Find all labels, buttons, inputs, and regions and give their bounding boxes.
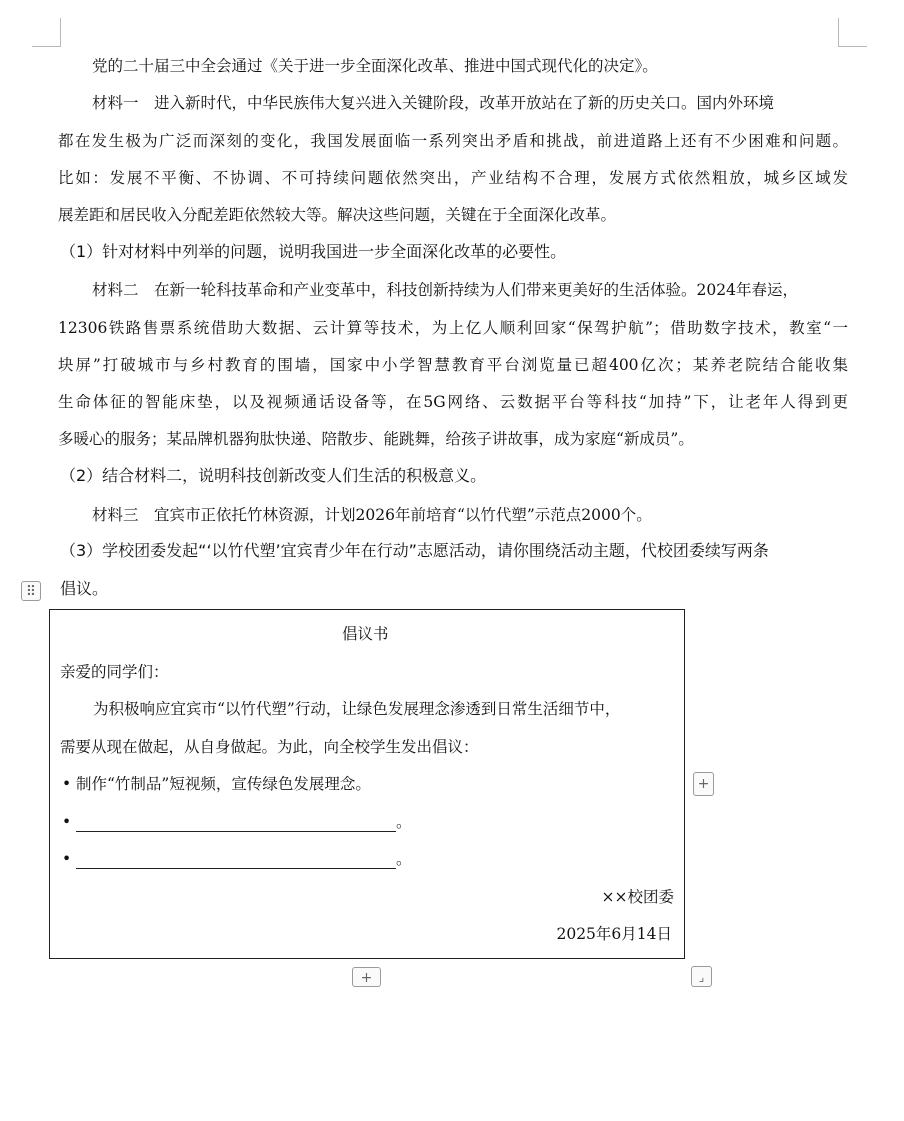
add-column-plus-icon[interactable]: + bbox=[693, 772, 714, 796]
proposal-item-3[interactable] bbox=[62, 849, 412, 869]
intro-text: 党的二十届三中全会通过《关于进一步全面深化改革、推进中国式现代化的决定》。 bbox=[92, 57, 658, 75]
proposal-body-line1: 为积极响应宜宾市“以竹代塑”行动，让绿色发展理念渗透到日常生活细节中， bbox=[93, 700, 621, 718]
blank-end-punct: 。 bbox=[396, 813, 412, 831]
material2-line5: 多暖心的服务；某品牌机器狗肽快递、陪散步、能跳舞，给孩子讲故事，成为家庭“新成员”。 bbox=[58, 430, 694, 448]
page-margin-corner-top-left bbox=[32, 18, 61, 47]
bullet-icon: • bbox=[62, 813, 72, 831]
answer-blank-2[interactable] bbox=[76, 850, 396, 869]
proposal-signature: ××校团委 bbox=[601, 888, 674, 906]
question3-line2: 倡议。 bbox=[60, 579, 109, 598]
proposal-table bbox=[49, 609, 685, 959]
proposal-body-line2: 需要从现在做起，从自身做起。为此，向全校学生发出倡议： bbox=[60, 738, 479, 756]
page-margin-corner-top-right bbox=[838, 18, 867, 47]
blank-end-punct: 。 bbox=[396, 850, 412, 868]
proposal-item-1-text: 制作“竹制品”短视频，宣传绿色发展理念。 bbox=[76, 775, 371, 793]
bullet-icon: • bbox=[62, 850, 72, 868]
material1-line2: 都在发生极为广泛而深刻的变化，我国发展面临一系列突出矛盾和挑战，前进道路上还有不少困难和问题。 bbox=[58, 132, 848, 150]
table-move-handle-icon[interactable]: ⠿ bbox=[21, 581, 41, 601]
material1-line1: 材料一 进入新时代，中华民族伟大复兴进入关键阶段，改革开放站在了新的历史关口。国内外环境 bbox=[92, 94, 775, 112]
proposal-item-2[interactable] bbox=[62, 812, 412, 832]
material1-line3: 比如：发展不平衡、不协调、不可持续问题依然突出，产业结构不合理，发展方式依然粗放，城乡区域发 bbox=[58, 169, 848, 187]
material2-line2: 12306铁路售票系统借助大数据、云计算等技术，为上亿人顺利回家“保驾护航”；借助数字技术，教室“一 bbox=[58, 319, 848, 337]
add-row-plus-icon[interactable]: + bbox=[352, 967, 381, 987]
question2: （2）结合材料二，说明科技创新改变人们生活的积极意义。 bbox=[60, 466, 487, 485]
material3-text: 材料三 宜宾市正依托竹林资源，计划2026年前培育“以竹代塑”示范点2000个。 bbox=[92, 506, 652, 524]
material1-line4: 展差距和居民收入分配差距依然较大等。解决这些问题，关键在于全面深化改革。 bbox=[58, 206, 617, 224]
proposal-item-1 bbox=[62, 774, 371, 794]
material2-line4: 生命体征的智能床垫，以及视频通话设备等，在5G网络、云数据平台等科技“加持”下，让老年人得到更 bbox=[58, 393, 848, 411]
bullet-icon: • bbox=[62, 775, 72, 793]
question1: （1）针对材料中列举的问题，说明我国进一步全面深化改革的必要性。 bbox=[60, 242, 567, 261]
proposal-greeting: 亲爱的同学们： bbox=[60, 663, 169, 681]
question3-line1: （3）学校团委发起“‘以竹代塑’宜宾青少年在行动”志愿活动，请你围绕活动主题，代校团委续写两条 bbox=[60, 541, 769, 560]
material2-line3: 块屏”打破城市与乡村教育的围墙，国家中小学智慧教育平台浏览量已超400亿次；某养老院结合能收集 bbox=[58, 356, 848, 374]
proposal-date: 2025年6月14日 bbox=[556, 925, 672, 943]
answer-blank-1[interactable] bbox=[76, 813, 396, 832]
material2-line1: 材料二 在新一轮科技革命和产业变革中，科技创新持续为人们带来更美好的生活体验。2024年春运， bbox=[92, 281, 798, 299]
table-resize-handle-icon[interactable]: ⌟ bbox=[691, 966, 712, 987]
proposal-title: 倡议书 bbox=[342, 625, 389, 643]
